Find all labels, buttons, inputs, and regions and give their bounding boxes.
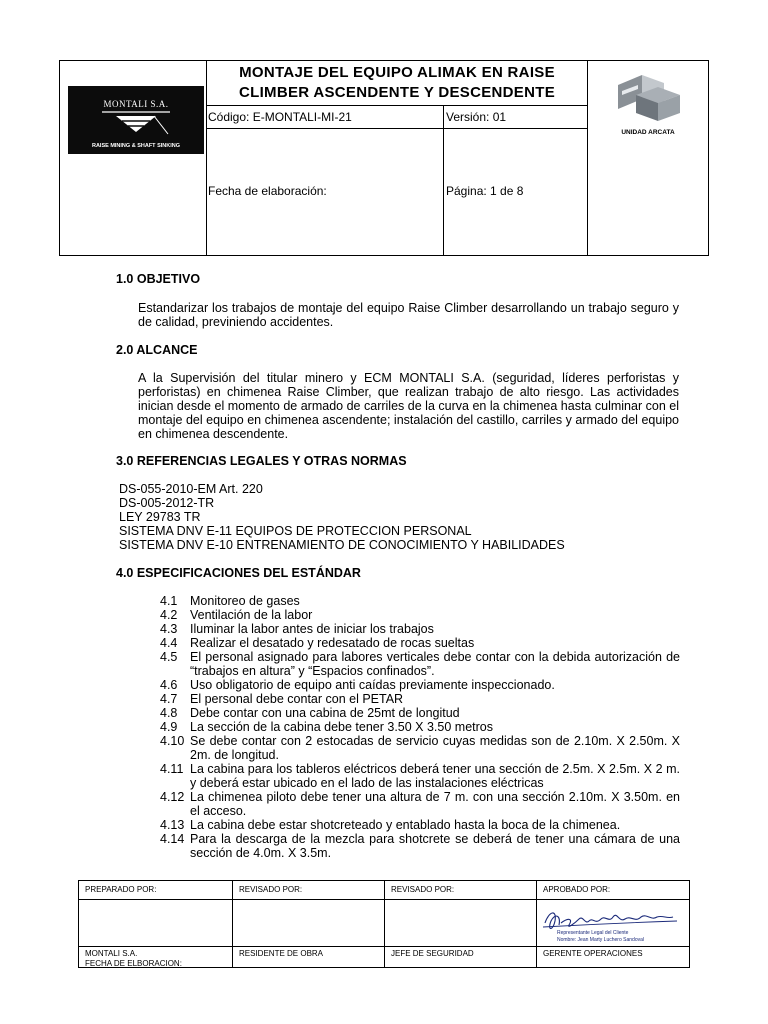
legal-reference: LEY 29783 TR [119, 510, 201, 524]
title-line-2: CLIMBER ASCENDENTE Y DESCENDENTE [238, 84, 556, 101]
spec-number: 4.14 [160, 832, 185, 846]
spec-text: Se debe contar con 2 estocadas de servicio cuyas medidas son de 2.10m. X 2.50m. X 2m. de longitud. [190, 734, 680, 762]
spec-item [160, 762, 680, 790]
approval-column-reviewed-2 [385, 881, 537, 967]
spec-number: 4.12 [160, 790, 185, 804]
approval-header: PREPARADO POR: [79, 881, 232, 900]
spec-text: Debe contar con una cabina de 25mt de longitud [190, 706, 460, 720]
montali-logo [68, 86, 204, 154]
legal-references-list [119, 482, 679, 552]
document-version: Versión: 01 [444, 105, 588, 129]
spec-number: 4.1 [160, 594, 178, 608]
arcata-logo-icon [612, 69, 684, 129]
spec-text: El personal asignado para labores verticales debe contar con la debida autorización de “trabajos en altura” y “Espacios confinados”. [190, 650, 680, 678]
section-1-text: Estandarizar los trabajos de montaje del equipo Raise Climber desarrollando un trabajo seguro y de calidad, previniendo accidentes. [138, 301, 679, 329]
spec-item [160, 636, 680, 650]
approval-role: GERENTE OPERACIONES [543, 949, 643, 958]
spec-item [160, 622, 680, 636]
signature-box [537, 900, 689, 947]
spec-item [160, 678, 680, 692]
spec-number: 4.13 [160, 818, 185, 832]
spec-text: La cabina para los tableros eléctricos deberá tener una sección de 2.5m. X 2.5m. X 2 m. y deberá estar ubicado en el lado de las instalaciones eléctricas [190, 762, 680, 790]
signature-box [385, 900, 536, 947]
signature-box [79, 900, 232, 947]
signature-caption: Representante Legal del Cliente [557, 930, 629, 936]
spec-text: Para la descarga de la mezcla para shotcrete se deberá de tener una cámara de una sección de 4.0m. X 3.5m. [190, 832, 680, 860]
spec-number: 4.2 [160, 608, 178, 622]
spec-number: 4.10 [160, 734, 185, 748]
spec-number: 4.11 [160, 762, 184, 776]
spec-text: La chimenea piloto debe tener una altura de 7 m. con una sección 2.10m. X 3.50m. en el acceso. [190, 790, 680, 818]
handwritten-signature [539, 901, 689, 945]
page-number: Página: 1 de 8 [446, 184, 524, 198]
logo-company-name: MONTALI S.A. [103, 99, 169, 109]
spec-text: El personal debe contar con el PETAR [190, 692, 404, 706]
section-3-heading: 3.0 REFERENCIAS LEGALES Y OTRAS NORMAS [116, 454, 407, 468]
legal-reference: SISTEMA DNV E-11 EQUIPOS DE PROTECCION PERSONAL [119, 524, 472, 538]
signature-name: Nombre: Jean Marty Luchero Sandoval [557, 937, 644, 943]
approval-role-line: FECHA DE ELBORACION: [85, 959, 182, 968]
legal-reference: DS-055-2010-EM Art. 220 [119, 482, 263, 496]
spec-number: 4.7 [160, 692, 178, 706]
document-header [59, 60, 709, 256]
spec-item [160, 650, 680, 678]
logo-tagline: RAISE MINING & SHAFT SINKING [91, 143, 180, 149]
spec-item [160, 594, 680, 608]
section-2-text: A la Supervisión del titular minero y ECM MONTALI S.A. (seguridad, líderes perforistas y perforistas) en chimenea Raise Climber, que realizan trabajo de alto riesgo. Las actividades inician desde el momento de armado de carriles de la curva en la chimenea hasta culminar con el montaje del equipo en chimenea ascendente; instalación del castillo, carriles y armado del equipo en chimenea descendente. [138, 371, 679, 441]
spec-item [160, 692, 680, 706]
specifications-list [160, 594, 680, 860]
logo-emblem [68, 108, 204, 138]
spec-text: La cabina debe estar shotcreteado y entablado hasta la boca de la chimenea. [190, 818, 621, 832]
approval-column-reviewed-1 [233, 881, 385, 967]
approval-column-prepared [79, 881, 233, 967]
spec-text: Realizar el desatado y redesatado de rocas sueltas [190, 636, 475, 650]
approval-role-line: MONTALI S.A. [85, 949, 138, 958]
client-unit-label: UNIDAD ARCATA [621, 129, 675, 136]
section-2-heading: 2.0 ALCANCE [116, 343, 198, 357]
elaboration-date: Fecha de elaboración: [206, 129, 444, 255]
approval-column-approved [537, 881, 689, 967]
spec-number: 4.3 [160, 622, 178, 636]
spec-item [160, 832, 680, 860]
approval-header: REVISADO POR: [233, 881, 384, 900]
spec-item [160, 608, 680, 622]
spec-text: Iluminar la labor antes de iniciar los trabajos [190, 622, 434, 636]
approval-table [78, 880, 690, 968]
document-title [206, 61, 588, 106]
title-line-1: MONTAJE DEL EQUIPO ALIMAK EN RAISE [239, 64, 555, 81]
spec-number: 4.8 [160, 706, 178, 720]
legal-reference: DS-005-2012-TR [119, 496, 215, 510]
spec-number: 4.5 [160, 650, 178, 664]
approval-role [79, 946, 232, 969]
spec-item [160, 720, 680, 734]
approval-header: APROBADO POR: [537, 881, 689, 900]
spec-item [160, 706, 680, 720]
approval-role: JEFE DE SEGURIDAD [391, 949, 474, 958]
section-1-heading: 1.0 OBJETIVO [116, 272, 201, 286]
spec-item [160, 734, 680, 762]
spec-text: Uso obligatorio de equipo anti caídas previamente inspeccionado. [190, 678, 555, 692]
spec-item [160, 790, 680, 818]
section-4-heading: 4.0 ESPECIFICACIONES DEL ESTÁNDAR [116, 566, 361, 580]
signature-box [233, 900, 384, 947]
approval-role: RESIDENTE DE OBRA [239, 949, 324, 958]
legal-reference: SISTEMA DNV E-10 ENTRENAMIENTO DE CONOCIMIENTO Y HABILIDADES [119, 538, 565, 552]
logo-cell [60, 61, 207, 255]
document-code: Código: E-MONTALI-MI-21 [206, 105, 444, 129]
spec-number: 4.4 [160, 636, 178, 650]
spec-text: Monitoreo de gases [190, 594, 300, 608]
spec-number: 4.9 [160, 720, 178, 734]
spec-text: La sección de la cabina debe tener 3.50 X 3.50 metros [190, 720, 493, 734]
spec-number: 4.6 [160, 678, 178, 692]
client-logo-cell [587, 61, 708, 255]
spec-text: Ventilación de la labor [190, 608, 313, 622]
spec-item [160, 818, 680, 832]
approval-header: REVISADO POR: [385, 881, 536, 900]
